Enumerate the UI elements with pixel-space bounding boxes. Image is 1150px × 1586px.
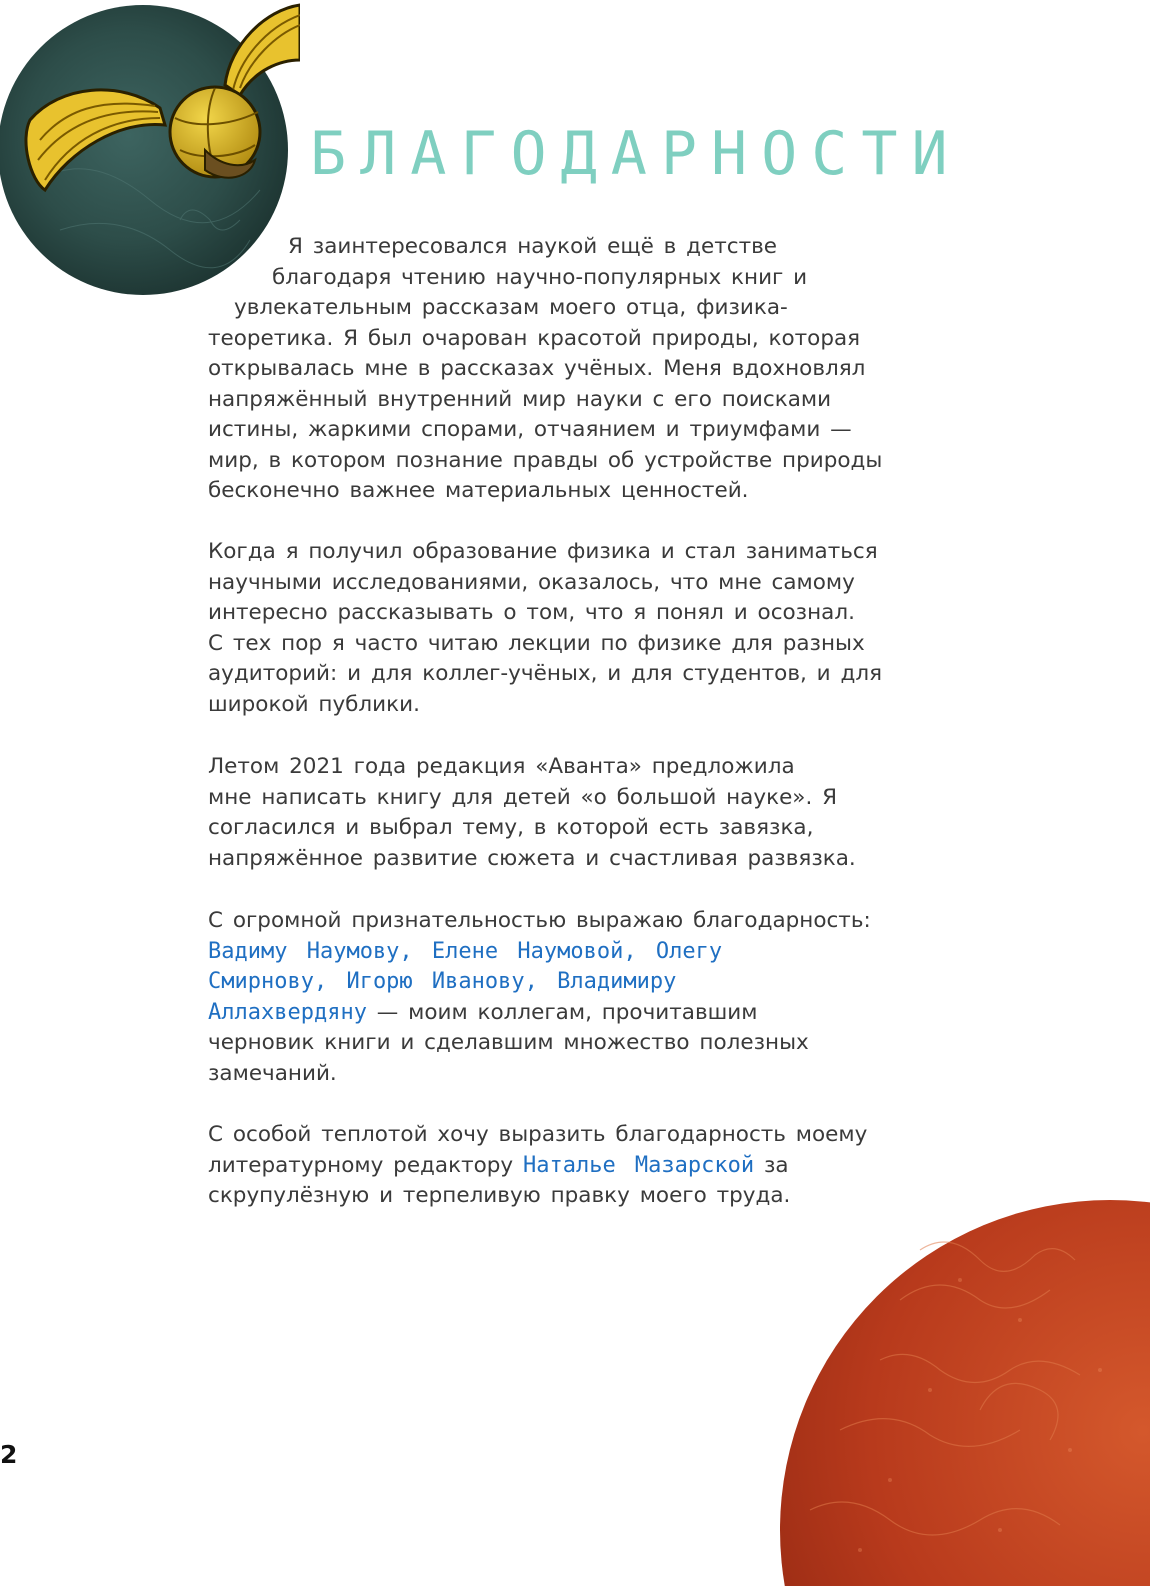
paragraph-text: за — [754, 1152, 789, 1178]
paragraph-line: напряжённое развитие сюжета и счастливая развязка. — [208, 845, 856, 871]
paragraph-line: аудиторий: и для коллег-учёных, и для студентов, и для — [208, 661, 883, 686]
paragraph-line: теоретика. Я был очарован красотой природы, которая — [208, 325, 861, 351]
paragraph-line: научными исследованиями, оказалось, что мне самому — [208, 569, 855, 595]
paragraph-line: широкой публики. — [208, 691, 420, 717]
paragraph-line: согласился и выбрал тему, в которой есть завязка, — [208, 815, 814, 840]
colleague-names: Смирнову, Игорю Иванову, Владимиру — [208, 969, 677, 994]
paragraph-book-story — [208, 752, 856, 874]
paragraph-line: благодаря чтению научно-популярных книг и — [272, 264, 808, 290]
red-planet-illustration — [780, 1190, 1150, 1586]
paragraph-colleagues-thanks — [208, 906, 871, 1089]
paragraph-line: скрупулёзную и терпеливую правку моего труда. — [208, 1183, 791, 1208]
editor-name: Наталье Мазарской — [522, 1152, 755, 1178]
paragraph-editor-thanks — [208, 1120, 867, 1212]
paragraph-line: Я заинтересовался наукой ещё в детстве — [288, 234, 777, 259]
paragraph-line: открывалась мне в рассказах учёных. Меня вдохновлял — [208, 356, 866, 381]
paragraph-line: истины, жаркими спорами, отчаянием и триумфами — — [208, 417, 852, 442]
paragraph-line — [208, 1151, 867, 1182]
paragraph-line: напряжённый внутренний мир науки с его поисками — [208, 386, 832, 412]
paragraph-line: увлекательным рассказам моего отца, физика- — [234, 295, 788, 320]
paragraph-line: Летом 2021 года редакция «Аванта» предложила — [208, 754, 795, 779]
paragraph-line: С огромной признательностью выражаю благодарность: — [208, 908, 871, 933]
paragraph-line: С особой теплотой хочу выразить благодарность моему — [208, 1122, 868, 1147]
paragraph-line: бесконечно важнее материальных ценностей. — [208, 478, 749, 503]
paragraph-text: — моим коллегам, прочитавшим — [366, 999, 758, 1025]
paragraph-education — [208, 537, 882, 720]
paragraph-line: интересно рассказывать о том, что я понял и осознал. — [208, 600, 855, 625]
paragraph-line: С тех пор я часто читаю лекции по физике для разных — [208, 630, 865, 656]
paragraph-line: мне написать книгу для детей «о большой науке». Я — [208, 784, 838, 810]
paragraph-intro — [0, 232, 882, 507]
paragraph-line: мир, в котором познание правды об устройстве природы — [208, 447, 883, 473]
colleague-names: Вадиму Наумову, Елене Наумовой, Олегу — [208, 938, 723, 964]
paragraph-line — [208, 998, 871, 1029]
page-title: БЛАГОДАРНОСТИ — [310, 119, 962, 189]
paragraph-line: черновик книги и сделавшим множество полезных — [208, 1030, 809, 1055]
page-number: 2 — [0, 1440, 18, 1469]
paragraph-line: Когда я получил образование физика и стал заниматься — [208, 539, 878, 564]
paragraph-text: литературному редактору — [208, 1152, 523, 1178]
red-planet-icon — [780, 1190, 1150, 1586]
paragraph-line: замечаний. — [208, 1060, 337, 1086]
colleague-names: Аллахвердяну — [208, 999, 367, 1025]
